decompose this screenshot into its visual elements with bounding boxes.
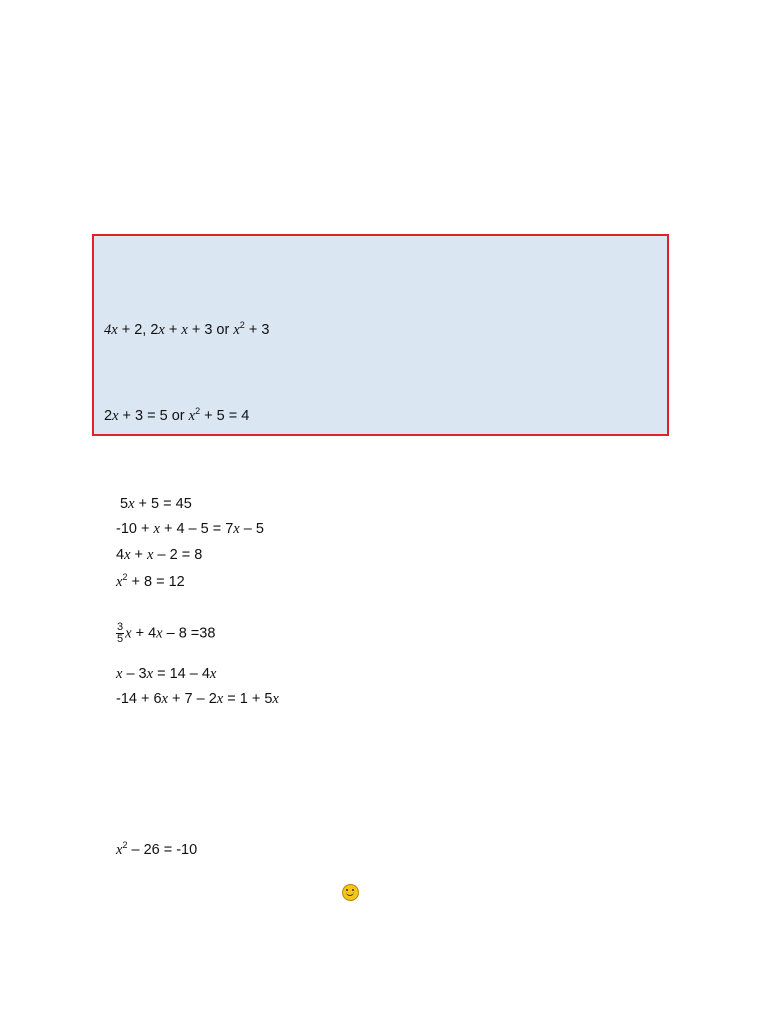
border-right (696, 60, 768, 960)
remember-box (92, 234, 669, 436)
question-j: $x^2 - 26 = -10$ (116, 840, 198, 858)
border-top (0, 0, 768, 74)
question-a: 5x + 5 = 45 (116, 496, 192, 512)
question-d: $x^2 + 8 = 12$ (116, 572, 185, 590)
the-end (338, 884, 359, 902)
border-left (0, 60, 72, 960)
equation-examples: 2x + 3 = 5 or $x^2 + 5 = 4$ (104, 406, 250, 424)
fraction-three-fifths: $\frac{3}{5}$ (117, 621, 124, 645)
question-b: -10 + x + 4 – 5 = 7x – 5 (116, 521, 264, 537)
smiley-icon (342, 884, 359, 901)
question-f: $\frac{3}{5}$ x + 4x – 8 =38 (117, 621, 216, 645)
expression-examples: 4x + 2, 2x + x + 3 or $x^2 + 3$ (104, 320, 270, 338)
border-bottom (0, 948, 768, 1024)
question-g: x – 3x = 14 – 4x (116, 666, 217, 682)
question-h: -14 + 6x + 7 – 2x = 1 + 5x (116, 691, 279, 707)
question-e (94, 598, 116, 614)
question-c: 4x + x – 2 = 8 (116, 547, 203, 563)
